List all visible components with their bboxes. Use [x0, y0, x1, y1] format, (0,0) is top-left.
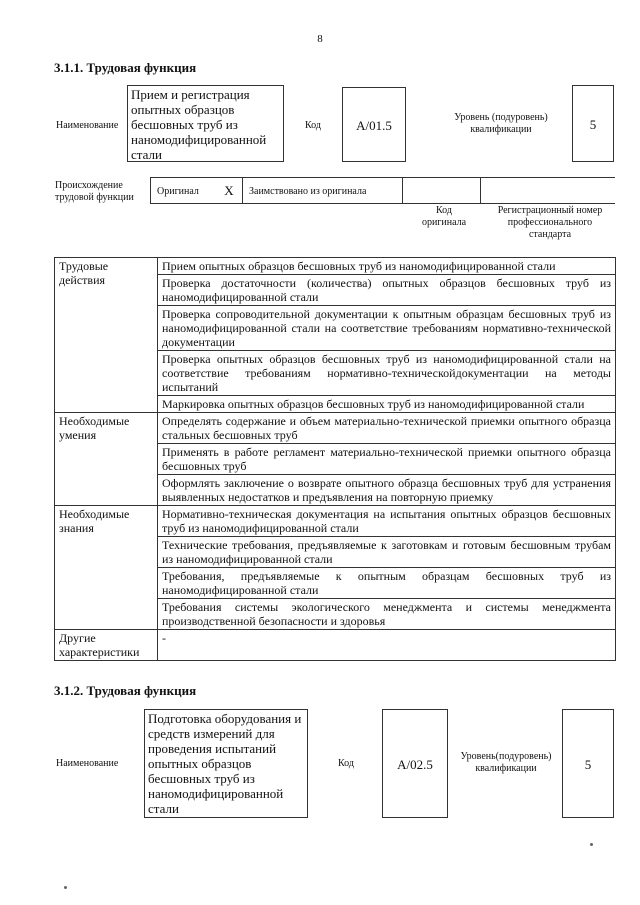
origin-code-cell — [403, 177, 481, 204]
reg-number-caption-line: стандарта — [528, 229, 572, 240]
function-name-box — [127, 85, 284, 162]
reg-number-caption-line: Регистрационный номер — [497, 205, 603, 216]
function-name-line: средств измерений для — [148, 726, 275, 741]
function-name-line: проведения испытаний — [148, 741, 277, 756]
code-value: А/01.5 — [356, 118, 392, 133]
labor-function-table — [54, 257, 616, 661]
skill-item: Оформлять заключение о возврате опытного образца бесшовных труб для устранения выявленных недостатков и предъявления на повторную приемку — [158, 475, 616, 506]
skill-item: Применять в работе регламент материально-технической приемки опытного образца бесшовных труб — [158, 444, 616, 475]
qualification-level-value: 5 — [589, 117, 597, 132]
qualification-level-label-line: Уровень(подуровень) — [460, 751, 552, 762]
function-name-line: наномодифицированной — [148, 786, 284, 801]
code-label: Код — [338, 758, 354, 769]
origin-label — [55, 180, 134, 204]
function-name-line: опытных образцов — [148, 756, 252, 771]
code-label: Код — [305, 120, 321, 131]
function-name-line: Прием и регистрация — [131, 87, 250, 102]
qualification-level-box — [562, 709, 614, 818]
table-row — [55, 506, 616, 537]
origin-row — [150, 177, 615, 204]
origin-mark: X — [224, 183, 234, 198]
code-value-box — [342, 87, 406, 162]
knowledge-item: Нормативно-техническая документация на испытания опытных образцов бесшовных труб из наномодифицированной стали — [158, 506, 616, 537]
function-name-line: бесшовных труб из — [148, 771, 255, 786]
qualification-level-label-line: квалификации — [475, 763, 537, 774]
section-heading-3-1-2: 3.1.2. Трудовая функция — [54, 683, 197, 698]
qualification-level-label-line: Уровень (подуровень) — [454, 112, 548, 123]
origin-code-caption-line: Код — [436, 205, 452, 216]
origin-borrowed-label: Заимствовано из оригинала — [249, 186, 367, 197]
origin-borrowed-cell — [243, 177, 403, 204]
labor-action-item: Проверка опытных образцов бесшовных труб из наномодифицированной стали на соответствие требованиям нормативно-техническойдокументации на методы испытаний — [158, 351, 616, 396]
labor-actions-label: Трудовые действия — [55, 258, 158, 413]
scan-speck — [64, 886, 67, 889]
knowledge-label: Необходимые знания — [55, 506, 158, 630]
code-value: А/02.5 — [397, 757, 433, 772]
reg-number-caption — [483, 205, 617, 241]
labor-action-item: Проверка сопроводительной документации к опытным образцам бесшовных труб из наномодифицированной стали на соответствие требованиям нормативно-технической документации — [158, 306, 616, 351]
knowledge-item: Требования системы экологического менеджмента и системы менеджмента производственной безопасности и здоровья — [158, 599, 616, 630]
qualification-level-label-line: квалификации — [470, 124, 532, 135]
reg-number-cell — [481, 177, 615, 204]
section-heading-3-1-1: 3.1.1. Трудовая функция — [54, 60, 197, 75]
qualification-level-label — [452, 751, 560, 775]
function-name-box — [144, 709, 308, 818]
qualification-level-box — [572, 85, 614, 162]
table-row — [55, 258, 616, 275]
code-value-box — [382, 709, 448, 818]
reg-number-caption-line: профессионального — [507, 217, 593, 228]
qualification-level-value: 5 — [584, 757, 592, 772]
origin-label-line: Происхождение — [55, 180, 123, 191]
name-label: Наименование — [56, 120, 119, 131]
other-characteristics-label: Другие характеристики — [55, 630, 158, 661]
function-name-line: наномодифицированной — [131, 132, 267, 147]
other-characteristics-value: - — [158, 630, 616, 661]
origin-code-caption — [405, 205, 483, 229]
knowledge-item: Технические требования, предъявляемые к заготовкам и готовым бесшовным трубам из наномодифицированной стали — [158, 537, 616, 568]
labor-action-item: Маркировка опытных образцов бесшовных труб из наномодифицированной стали — [158, 396, 616, 413]
origin-code-caption-line: оригинала — [421, 217, 467, 228]
qualification-level-label — [440, 112, 562, 136]
origin-original-label: Оригинал — [157, 186, 199, 197]
labor-action-item: Прием опытных образцов бесшовных труб из наномодифицированной стали — [158, 258, 616, 275]
skill-item: Определять содержание и объем материально-технической приемки опытного образца стальных бесшовных труб — [158, 413, 616, 444]
function-name-line: стали — [148, 801, 179, 816]
table-row — [55, 413, 616, 444]
table-row — [55, 630, 616, 661]
labor-action-item: Проверка достаточности (количества) опытных образцов бесшовных труб из наномодифицированной стали — [158, 275, 616, 306]
function-name-line: Подготовка оборудования и — [148, 711, 302, 726]
function-name-line: бесшовных труб из — [131, 117, 238, 132]
skills-label: Необходимые умения — [55, 413, 158, 506]
knowledge-item: Требования, предъявляемые к опытным образцам бесшовных труб из наномодифицированной стали — [158, 568, 616, 599]
origin-label-line: трудовой функции — [55, 192, 134, 203]
scan-speck — [590, 843, 593, 846]
function-name-line: опытных образцов — [131, 102, 235, 117]
function-name-line: стали — [131, 147, 162, 162]
name-label: Наименование — [56, 758, 119, 769]
page-number: 8 — [317, 33, 323, 45]
